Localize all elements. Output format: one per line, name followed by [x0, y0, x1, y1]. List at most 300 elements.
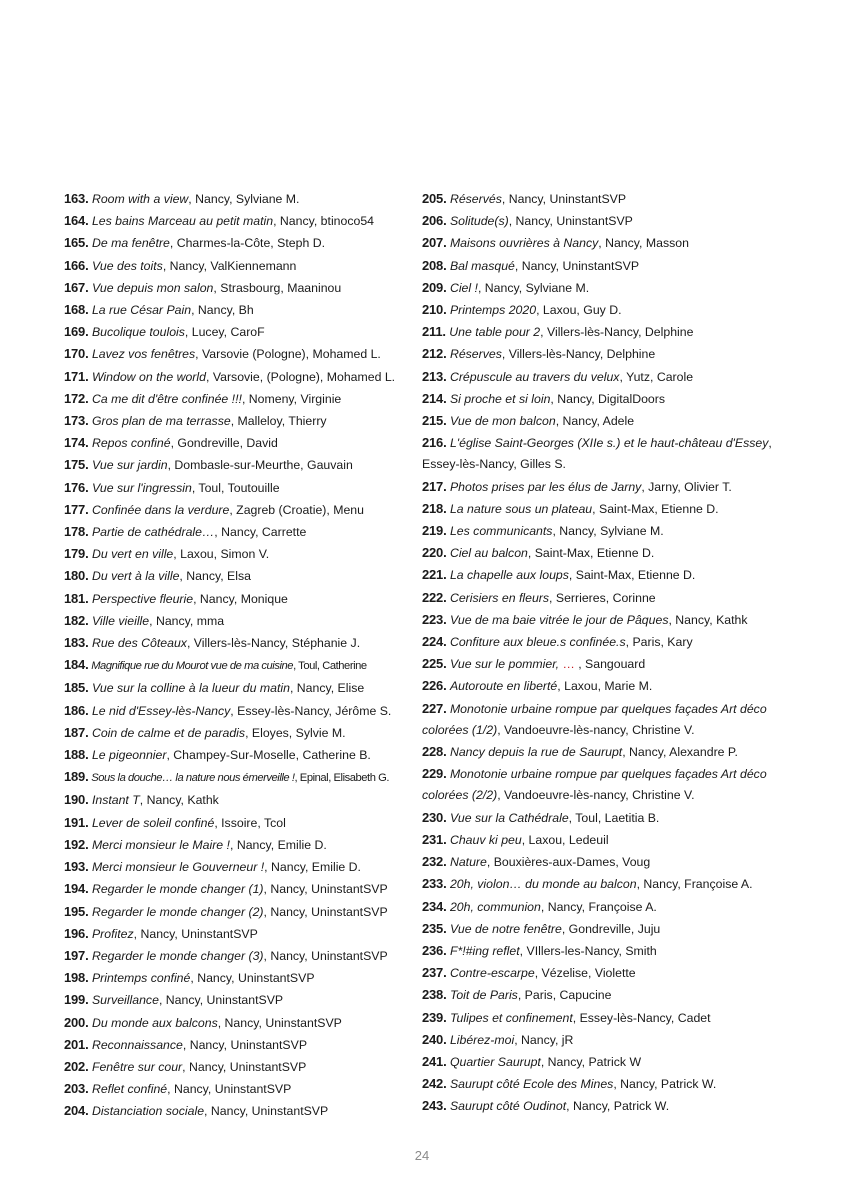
- entry-details: , Nancy, Françoise A.: [540, 899, 657, 914]
- entry-number: 196.: [64, 925, 89, 941]
- entry-number: 182.: [64, 612, 89, 628]
- entry-number: 240.: [422, 1031, 447, 1047]
- entry-number: 174.: [64, 435, 89, 451]
- list-item: [422, 210, 782, 232]
- entry-details: , Charmes-la-Côte, Steph D.: [169, 236, 325, 251]
- list-item: [422, 388, 782, 410]
- list-item: [422, 432, 782, 475]
- entry-details: , Nancy, UninstantSVP: [263, 882, 388, 897]
- entry-details: , Nancy, UninstantSVP: [204, 1104, 329, 1119]
- entry-details: , Nancy, UninstantSVP: [182, 1037, 308, 1052]
- list-item: [422, 410, 782, 432]
- entry-number: 213.: [422, 368, 447, 384]
- entry-title: Saurupt côté Oudinot: [449, 1099, 567, 1114]
- entry-number: 166.: [64, 257, 89, 273]
- entry-title: Le nid d'Essey-lès-Nancy: [91, 703, 231, 718]
- entry-number: 180.: [64, 568, 89, 584]
- entry-details: , Saint-Max, Etienne D.: [592, 501, 719, 516]
- entry-title: Nancy depuis la rue de Saurupt: [449, 745, 623, 760]
- list-item: [422, 366, 782, 388]
- list-item: [422, 476, 782, 498]
- entry-details: , VIllers-les-Nancy, Smith: [519, 943, 657, 958]
- entry-number: 236.: [422, 942, 447, 958]
- entry-number: 218.: [422, 500, 447, 516]
- entry-number: 186.: [64, 702, 89, 718]
- entry-title: Printemps 2020: [449, 303, 537, 318]
- entry-details: , Eloyes, Sylvie M.: [245, 725, 346, 740]
- entry-title: Ciel !: [449, 280, 478, 295]
- entry-details: , Varsovie, (Pologne), Mohamed L.: [205, 369, 396, 384]
- entry-title: Repos confiné: [91, 436, 171, 451]
- entry-title: Vue sur jardin: [91, 458, 168, 473]
- left-column: [64, 188, 416, 1123]
- list-item: [64, 654, 416, 677]
- entry-number: 230.: [422, 809, 447, 825]
- list-item: [64, 1056, 416, 1078]
- list-item: [64, 989, 416, 1011]
- entry-number: 202.: [64, 1058, 89, 1074]
- list-item: [422, 873, 782, 895]
- entry-details: , Yutz, Carole: [619, 369, 694, 384]
- entry-details: , Sangouard: [574, 657, 646, 672]
- list-item: [422, 343, 782, 365]
- list-item: [422, 1095, 782, 1117]
- entry-details: , Paris, Kary: [625, 635, 693, 650]
- list-item: [64, 232, 416, 254]
- list-item: [422, 918, 782, 940]
- entry-title: Gros plan de ma terrasse: [91, 414, 231, 429]
- list-item: [64, 210, 416, 232]
- list-item: [422, 188, 782, 210]
- entry-number: 228.: [422, 744, 447, 760]
- list-item: [64, 901, 416, 923]
- entry-number: 205.: [422, 191, 447, 206]
- list-item: [422, 498, 782, 520]
- list-item: [64, 1034, 416, 1056]
- entry-number: 188.: [64, 747, 89, 763]
- entry-details: , Nancy, Emilie D.: [264, 860, 361, 875]
- list-item: [422, 653, 782, 675]
- entry-number: 171.: [64, 368, 89, 384]
- entry-title: Sous la douche… la nature nous émerveille !: [91, 772, 295, 785]
- list-item: [64, 432, 416, 454]
- list-item: [64, 1078, 416, 1100]
- list-item: [64, 588, 416, 610]
- entry-number: 223.: [422, 611, 447, 627]
- list-item: [64, 277, 416, 299]
- entry-number: 217.: [422, 478, 447, 494]
- entry-number: 168.: [64, 302, 89, 318]
- entry-number: 212.: [422, 346, 447, 362]
- list-item: [422, 1007, 782, 1029]
- entry-number: 208.: [422, 257, 447, 273]
- entry-title: Réservés: [449, 192, 502, 206]
- list-item: [422, 741, 782, 763]
- entry-details: , Nancy, UninstantSVP: [182, 1059, 307, 1074]
- entry-details: , Villers-lès-Nancy, Delphine: [501, 347, 656, 362]
- entry-title: Quartier Saurupt: [449, 1054, 541, 1069]
- entry-title: Les bains Marceau au petit matin: [91, 214, 274, 229]
- entry-details: , Essey-lès-Nancy, Jérôme S.: [230, 703, 392, 718]
- list-item: [64, 856, 416, 878]
- entry-title: Ca me dit d'être confinée !!!: [91, 391, 242, 406]
- entry-number: 219.: [422, 523, 447, 539]
- entry-details: , Nancy, UninstantSVP: [217, 1015, 342, 1030]
- entry-title: Monotonie urbaine rompue par quelques façades Art déco colorées (2/2): [422, 767, 767, 803]
- entry-title: Saurupt côté Ecole des Mines: [449, 1077, 614, 1092]
- entry-details: , Strasbourg, Maaninou: [213, 280, 342, 295]
- entry-number: 220.: [422, 545, 447, 561]
- list-item: [64, 700, 416, 722]
- list-item: [422, 962, 782, 984]
- entry-number: 232.: [422, 854, 447, 870]
- entry-details: , Dombasle-sur-Meurthe, Gauvain: [167, 458, 353, 473]
- list-item: [64, 677, 416, 699]
- entry-details: , Nancy, Kathk: [139, 793, 219, 808]
- entry-details: , Nancy, mma: [149, 613, 225, 628]
- entry-number: 227.: [422, 700, 447, 716]
- entry-number: 170.: [64, 346, 89, 362]
- page-number: 24: [414, 1148, 430, 1163]
- entry-number: 183.: [64, 635, 89, 651]
- entry-title: Window on the world: [91, 369, 206, 384]
- entry-title: Vue sur le pommier,: [449, 657, 563, 672]
- entry-title: Vue sur la colline à la lueur du matin: [91, 681, 290, 696]
- entry-number: 225.: [422, 656, 447, 672]
- list-item: [422, 299, 782, 321]
- entry-details: , Bouxières-aux-Dames, Voug: [486, 855, 651, 870]
- entry-details: , Laxou, Marie M.: [557, 679, 653, 694]
- entry-details: , Nancy, Bh: [191, 303, 254, 318]
- list-item: [64, 610, 416, 632]
- entry-details: , Nancy, jR: [514, 1032, 574, 1047]
- entry-details: , Nancy, Alexandre P.: [622, 745, 738, 760]
- list-item: [422, 564, 782, 586]
- entry-details: , Nancy, Elise: [289, 681, 365, 696]
- entry-number: 222.: [422, 589, 447, 605]
- entry-number: 192.: [64, 836, 89, 852]
- entry-details: , Jarny, Olivier T.: [641, 479, 732, 494]
- list-item: [64, 188, 416, 210]
- entry-title: L'église Saint-Georges (XIIe s.) et le haut-château d'Essey: [449, 436, 769, 451]
- entry-title: Autoroute en liberté: [449, 679, 558, 694]
- entry-number: 164.: [64, 213, 89, 229]
- list-item: [64, 1012, 416, 1034]
- entry-details: , Laxou, Simon V.: [173, 547, 270, 562]
- list-item: [422, 1073, 782, 1095]
- entry-title: Coin de calme et de paradis: [91, 725, 246, 740]
- entry-details: , Lucey, CaroF: [184, 325, 265, 340]
- entry-title: Instant T: [91, 793, 140, 808]
- list-item: [64, 632, 416, 654]
- entry-details: , Nancy, Sylviane M.: [477, 280, 590, 295]
- entry-details: , Nancy, Adele: [555, 414, 635, 429]
- entry-number: 172.: [64, 390, 89, 406]
- entry-title: Réserves: [449, 347, 502, 362]
- entry-number: 198.: [64, 970, 89, 986]
- entry-title: Du monde aux balcons: [91, 1015, 218, 1030]
- entry-details: , Nancy, UninstantSVP: [158, 993, 284, 1008]
- entry-number: 184.: [64, 657, 89, 673]
- entry-number: 173.: [64, 413, 89, 429]
- entry-details: , Nancy, UninstantSVP: [167, 1082, 292, 1097]
- entry-details: , Nancy, UninstantSVP: [133, 926, 258, 941]
- entry-title: Magnifique rue du Mourot vue de ma cuisine: [91, 660, 294, 673]
- entry-title: Vue de ma baie vitrée le jour de Pâques: [449, 612, 669, 627]
- entry-title: Maisons ouvrières à Nancy: [449, 236, 599, 251]
- entry-title: Lavez vos fenêtres: [91, 347, 196, 362]
- entry-title: Partie de cathédrale…: [91, 525, 215, 540]
- entry-title: Ville vieille: [91, 613, 150, 628]
- list-item: [64, 1100, 416, 1122]
- entry-details: , Nancy, Kathk: [668, 612, 748, 627]
- entry-details: , Saint-Max, Etienne D.: [527, 546, 655, 561]
- entry-details: , Paris, Capucine: [517, 988, 612, 1003]
- entry-number: 207.: [422, 235, 447, 251]
- entry-number: 239.: [422, 1009, 447, 1025]
- entry-number: 197.: [64, 947, 89, 963]
- entry-number: 231.: [422, 831, 447, 847]
- list-item: [64, 945, 416, 967]
- list-item: [422, 984, 782, 1006]
- entry-details: , Nancy, ValKiennemann: [162, 258, 297, 273]
- entry-details: , Gondreville, Juju: [561, 921, 661, 936]
- entry-number: 199.: [64, 992, 89, 1008]
- entry-title: La rue César Pain: [91, 303, 192, 318]
- entry-title: Fenêtre sur cour: [91, 1059, 183, 1074]
- entry-title: Nature: [449, 855, 487, 870]
- entry-number: 211.: [422, 324, 446, 340]
- entry-number: 216.: [422, 435, 447, 451]
- entry-details: , Varsovie (Pologne), Mohamed L.: [195, 347, 381, 362]
- entry-title: Ciel au balcon: [449, 546, 528, 561]
- list-item: [422, 631, 782, 653]
- entry-number: 195.: [64, 903, 89, 919]
- entry-details: , Nancy, Patrick W.: [566, 1099, 670, 1114]
- entry-title: Profitez: [91, 926, 134, 941]
- entry-number: 226.: [422, 678, 447, 694]
- entry-details: , Nomeny, Virginie: [241, 391, 342, 406]
- entry-title: Vue de mon balcon: [449, 414, 556, 429]
- entry-title: Vue des toits: [91, 258, 163, 273]
- entry-number: 194.: [64, 881, 89, 897]
- entry-title: Distanciation sociale: [91, 1104, 205, 1119]
- entry-details: , Nancy, Sylviane M.: [552, 524, 664, 539]
- list-item: [422, 851, 782, 873]
- entry-title: Chauv ki peu: [449, 832, 522, 847]
- entry-details: , Nancy, btinoco54: [273, 214, 375, 229]
- entry-details: , Nancy, Masson: [598, 236, 689, 251]
- entry-details: , Vandoeuvre-lès-nancy, Christine V.: [497, 788, 695, 803]
- entry-details: , Zagreb (Croatie), Menu: [229, 502, 364, 517]
- entry-number: 206.: [422, 213, 447, 229]
- entry-title: La nature sous un plateau: [449, 501, 593, 516]
- entry-details: , Gondreville, David: [170, 436, 278, 451]
- entry-details: , Nancy, UninstantSVP: [263, 904, 388, 919]
- entry-title: Cerisiers en fleurs: [449, 590, 550, 605]
- entry-details: , Nancy, Carrette: [214, 525, 307, 540]
- entry-details: , Villers-lès-Nancy, Delphine: [540, 325, 694, 340]
- entry-details: , Nancy, Monique: [193, 591, 288, 606]
- entry-details: , Saint-Max, Etienne D.: [568, 568, 696, 583]
- entry-details: , Epinal, Elisabeth G.: [294, 772, 390, 785]
- list-item: [64, 321, 416, 343]
- entry-number: 189.: [64, 769, 89, 785]
- entry-title: F*!#ing reflet: [449, 943, 520, 958]
- list-item: [64, 878, 416, 900]
- entry-title: Solitude(s): [449, 214, 509, 229]
- entry-number: 224.: [422, 634, 447, 650]
- entry-number: 178.: [64, 524, 89, 540]
- list-item: [422, 520, 782, 542]
- entry-title: Du vert à la ville: [91, 569, 180, 584]
- list-item: [64, 388, 416, 410]
- list-item: [422, 1051, 782, 1073]
- entry-number: 175.: [64, 457, 89, 473]
- list-item: [422, 698, 782, 741]
- entry-number: 241.: [422, 1053, 447, 1069]
- list-item: [64, 410, 416, 432]
- list-item: [64, 255, 416, 277]
- list-item: [422, 940, 782, 962]
- entry-title: Bucolique toulois: [91, 325, 185, 340]
- list-item: [64, 454, 416, 476]
- entry-title: Contre-escarpe: [449, 966, 535, 981]
- entry-title: De ma fenêtre: [91, 236, 170, 251]
- entry-title: Vue de notre fenêtre: [449, 921, 562, 936]
- list-item: [64, 343, 416, 365]
- entry-title: Rue des Côteaux: [91, 636, 187, 651]
- list-item: [64, 722, 416, 744]
- entry-details: , Serrieres, Corinne: [549, 590, 656, 605]
- entry-title: Surveillance: [91, 993, 159, 1008]
- entry-details: , Laxou, Guy D.: [536, 303, 622, 318]
- list-item: [64, 744, 416, 766]
- entry-details: , Villers-lès-Nancy, Stéphanie J.: [186, 636, 361, 651]
- entry-title: Merci monsieur le Maire !: [91, 837, 230, 852]
- list-item: [64, 299, 416, 321]
- entry-number: 243.: [422, 1098, 447, 1114]
- entry-title: Vue sur l'ingressin: [91, 480, 192, 495]
- entry-number: 165.: [64, 235, 89, 251]
- entry-details: , Issoire, Tcol: [214, 815, 286, 830]
- list-item: [422, 763, 782, 806]
- entry-number: 201.: [64, 1036, 89, 1052]
- list-item: [422, 807, 782, 829]
- entry-title: Monotonie urbaine rompue par quelques façades Art déco colorées (1/2): [422, 701, 767, 737]
- list-item: [422, 232, 782, 254]
- entry-title: Reflet confiné: [91, 1082, 168, 1097]
- entry-details: , Nancy, Sylviane M.: [188, 192, 300, 206]
- entry-title: Regarder le monde changer (3): [91, 948, 264, 963]
- entry-title: Tulipes et confinement: [449, 1010, 573, 1025]
- entry-title: Vue sur la Cathédrale: [449, 810, 569, 825]
- list-item: [64, 477, 416, 499]
- entry-number: 191.: [64, 814, 89, 830]
- list-item: [64, 923, 416, 945]
- entry-title: 20h, violon… du monde au balcon: [449, 877, 637, 892]
- list-item: [422, 896, 782, 918]
- entry-title: Confinée dans la verdure: [91, 502, 230, 517]
- entry-title: Si proche et si loin: [449, 391, 551, 406]
- entry-number: 235.: [422, 920, 447, 936]
- entry-title: Reconnaissance: [91, 1037, 183, 1052]
- entry-number: 200.: [64, 1014, 89, 1030]
- right-column: [422, 188, 782, 1118]
- entry-number: 193.: [64, 859, 89, 875]
- entry-title: Vue depuis mon salon: [91, 280, 214, 295]
- entry-details: , Nancy, DigitalDoors: [550, 391, 666, 406]
- entry-details: , Nancy, UninstantSVP: [501, 192, 627, 206]
- list-item: [422, 542, 782, 564]
- entry-number: 190.: [64, 792, 89, 808]
- list-item: [64, 366, 416, 388]
- entry-number: 210.: [422, 302, 447, 318]
- entry-title: La chapelle aux loups: [449, 568, 569, 583]
- entry-title: Le pigeonnier: [91, 748, 167, 763]
- entry-number: 177.: [64, 501, 89, 517]
- entry-number: 234.: [422, 898, 447, 914]
- entry-title: Regarder le monde changer (2): [91, 904, 264, 919]
- entry-title: Du vert en ville: [91, 547, 174, 562]
- entry-number: 167.: [64, 279, 89, 295]
- entry-details: , Vézelise, Violette: [534, 966, 636, 981]
- entry-details: , Nancy, Françoise A.: [636, 877, 753, 892]
- list-item: [422, 1029, 782, 1051]
- entry-number: 203.: [64, 1081, 89, 1097]
- list-item: [422, 609, 782, 631]
- entry-title-ellipsis: …: [562, 657, 575, 672]
- entry-details: , Toul, Toutouille: [191, 480, 280, 495]
- list-item: [64, 967, 416, 989]
- list-item: [64, 499, 416, 521]
- entry-details: , Laxou, Ledeuil: [521, 832, 609, 847]
- entry-details: , Champey-Sur-Moselle, Catherine B.: [166, 748, 371, 763]
- entry-details: , Essey-lès-Nancy, Cadet: [572, 1010, 711, 1025]
- entry-number: 179.: [64, 546, 89, 562]
- entry-title: Photos prises par les élus de Jarny: [449, 479, 642, 494]
- entry-title: Les communicants: [449, 524, 553, 539]
- entry-number: 238.: [422, 987, 447, 1003]
- entry-details: , Nancy, Elsa: [179, 569, 251, 584]
- entry-number: 169.: [64, 324, 89, 340]
- list-item: [64, 521, 416, 543]
- entry-details: , Nancy, UninstantSVP: [508, 214, 633, 229]
- entry-details: , Malleloy, Thierry: [230, 414, 327, 429]
- entry-title: Crépuscule au travers du velux: [449, 369, 620, 384]
- entry-details: , Nancy, Patrick W: [540, 1054, 642, 1069]
- list-item: [422, 587, 782, 609]
- entry-number: 233.: [422, 876, 447, 892]
- list-item: [422, 255, 782, 277]
- entry-title: Printemps confiné: [91, 971, 191, 986]
- entry-number: 221.: [422, 567, 447, 583]
- entry-title: Confiture aux bleue.s confinée.s: [449, 635, 626, 650]
- list-item: [64, 543, 416, 565]
- entry-number: 176.: [64, 479, 89, 495]
- entry-number: 229.: [422, 766, 447, 782]
- entry-title: Toit de Paris: [449, 988, 518, 1003]
- entry-details: , Nancy, Patrick W.: [613, 1077, 717, 1092]
- entry-details: , Essey-lès-Nancy, Gilles S.: [422, 436, 772, 472]
- list-item: [64, 812, 416, 834]
- entry-number: 163.: [64, 191, 89, 206]
- entry-number: 209.: [422, 279, 447, 295]
- entry-number: 215.: [422, 413, 447, 429]
- list-item: [422, 675, 782, 697]
- entry-title: 20h, communion: [449, 899, 541, 914]
- list-item: [64, 834, 416, 856]
